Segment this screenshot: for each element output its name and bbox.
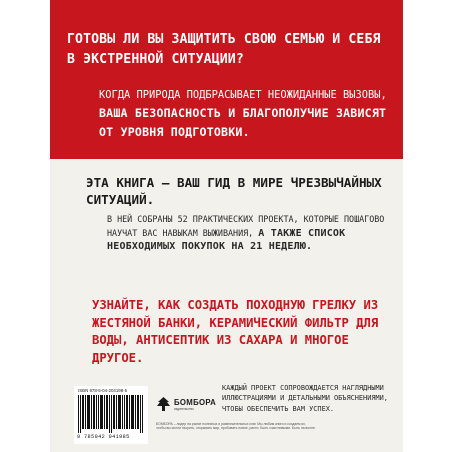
isbn-label: ISBN 978-5-04-204198-5 bbox=[78, 388, 128, 393]
book-back-cover bbox=[50, 0, 403, 452]
publisher-fine-print: БОМБОРА – лидер на рынке полезных и развлекательных книг. Мы любим книги и создаем их, чтобы вы могли творить, открывать мир, пробовать новое, расти. Быть счастливыми. Быть на волне. bbox=[156, 422, 316, 431]
intro-question: ГОТОВЫ ЛИ ВЫ ЗАЩИТИТЬ СВОЮ СЕМЬЮ И СЕБЯ В ЭКСТРЕННОЙ СИТУАЦИИ? bbox=[67, 32, 381, 67]
guide-body-bold: А ТАКЖЕ СПИСОК НЕОБХОДИМЫХ ПОКУПОК НА 21 НЕДЕЛЮ. bbox=[107, 227, 346, 253]
intro-nature-text: КОГДА ПРИРОДА ПОДБРАСЫВАЕТ НЕОЖИДАННЫЕ ВЫЗОВЫ, bbox=[99, 89, 387, 101]
publisher-subtitle: издательство bbox=[174, 407, 194, 411]
red-header-band bbox=[50, 0, 403, 159]
learn-paragraph: УЗНАЙТЕ, КАК СОЗДАТЬ ПОХОДНУЮ ГРЕЛКУ ИЗ ЖЕСТЯНОЙ БАНКИ, КЕРАМИЧЕСКИЙ ФИЛЬТР ДЛЯ ВОДЫ, АНТИСЕПТИК ИЗ САХАРА И МНОГОЕ ДРУГОЕ. bbox=[92, 298, 379, 365]
intro-nature-paragraph bbox=[99, 86, 394, 142]
note-paragraph: КАЖДЫЙ ПРОЕКТ СОПРОВОЖДАЕТСЯ НАГЛЯДНЫМИ ИЛЛЮСТРАЦИЯМИ И ДЕТАЛЬНЫМИ ОБЪЯСНЕНИЯМИ, ЧТОБЫ ОБЕСПЕЧИТЬ ВАМ УСПЕХ. bbox=[222, 384, 388, 413]
intro-nature-bold: ВАША БЕЗОПАСНОСТЬ И БЛАГОПОЛУЧИЕ ЗАВИСЯТ ОТ УРОВНЯ ПОДГОТОВКИ. bbox=[99, 106, 387, 139]
barcode-digits: 9 785042 041985 bbox=[77, 434, 130, 440]
guide-headline: ЭТА КНИГА – ВАШ ГИД В МИРЕ ЧРЕЗВЫЧАЙНЫХ СИТУАЦИЙ. bbox=[86, 175, 382, 207]
guide-body: В НЕЙ СОБРАНЫ 52 ПРАКТИЧЕСКИХ ПРОЕКТА, КОТОРЫЕ ПОШАГОВО НАУЧАТ ВАС НАВЫКАМ ВЫЖИВАНИЯ, bbox=[107, 214, 385, 238]
bombora-logo-icon bbox=[156, 396, 171, 412]
barcode-icon bbox=[78, 395, 144, 433]
guide-paragraph bbox=[107, 213, 392, 254]
publisher-name: БОМБОРА bbox=[174, 398, 217, 407]
barcode-block bbox=[74, 386, 148, 444]
publisher-logo bbox=[156, 396, 226, 412]
